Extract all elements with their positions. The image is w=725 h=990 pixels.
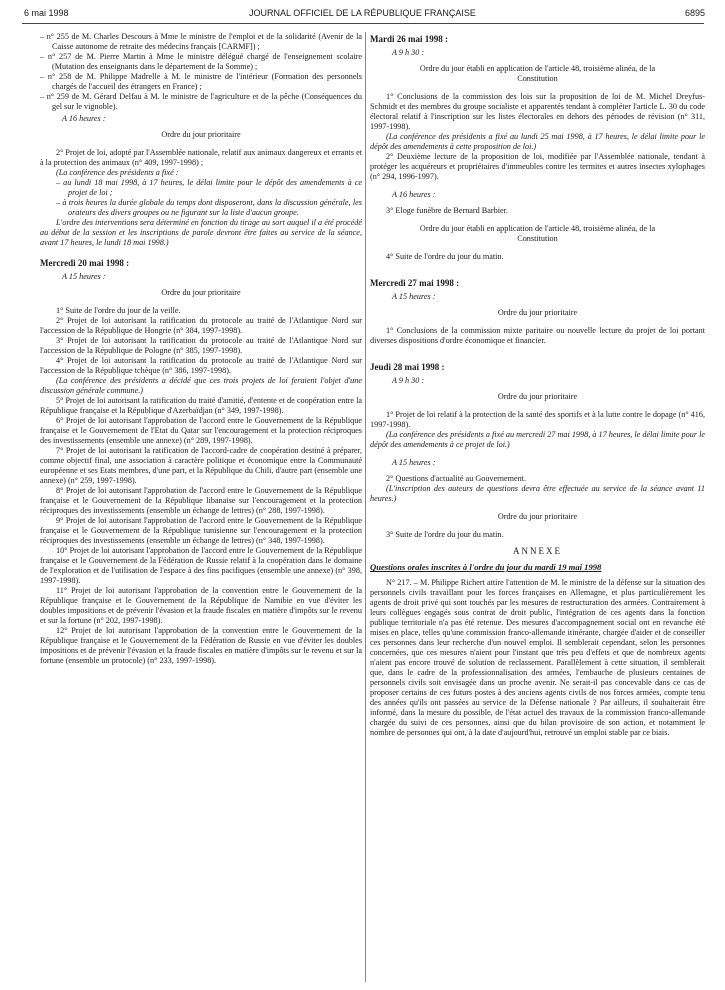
question-list-item: – n° 259 de M. Gérard Delfau à M. le ministre de l'agriculture et de la pêche (Conséquences du gel sur le vignoble). — [40, 92, 362, 111]
agenda-heading: Ordre du jour prioritaire — [497, 308, 578, 317]
header-title: JOURNAL OFFICIEL DE LA RÉPUBLIQUE FRANÇAISE — [249, 8, 476, 18]
agenda-item: 3° Suite de l'ordre du jour du matin. — [386, 530, 504, 539]
agenda-item: 4° Suite de l'ordre du jour du matin. — [386, 252, 504, 261]
left-column — [40, 32, 362, 666]
conference-note: (La conférence des présidents a fixé au mercredi 27 mai 1998, à 17 heures, le délai limite pour le dépôt des amendements à ce projet de loi.) — [370, 430, 705, 449]
question-list-item: – n° 258 de M. Philippe Madrelle à M. le ministre de l'intérieur (Formation des personnels chargés de l'accueil des étrangers en France) ; — [40, 72, 362, 91]
agenda-heading: Ordre du jour établi en application de l'article 48, troisième alinéa, de la Constitution — [419, 224, 656, 243]
agenda-item: 3° Projet de loi autorisant la ratification du protocole au traité de l'Atlantique Nord sur l'accession de la République de Pologne (n° 385, 1997-1998). — [40, 336, 362, 355]
conference-note: (La conférence des présidents a fixé au lundi 25 mai 1998, à 17 heures, le délai limite pour le dépôt des amendements à cette proposition de loi.) — [370, 132, 705, 151]
conference-note: (La conférence des présidents a décidé que ces trois projets de loi feraient l'objet d'une discussion générale commune.) — [40, 376, 362, 395]
agenda-heading: Ordre du jour prioritaire — [161, 130, 241, 139]
right-column — [370, 32, 705, 738]
session-date: Mercredi 20 mai 1998 : — [40, 258, 130, 268]
agenda-heading: Ordre du jour prioritaire — [497, 392, 578, 401]
agenda-heading: Ordre du jour prioritaire — [497, 512, 578, 521]
question-list-item: – n° 255 de M. Charles Descours à Mme le ministre de l'emploi et de la solidarité (Avenir de la Caisse autonome de retraite des médecins français [CARMF]) ; — [40, 32, 362, 51]
agenda-heading: Ordre du jour établi en application de l'article 48, troisième alinéa, de la Constitution — [419, 64, 656, 83]
annex-heading: ANNEXE — [513, 546, 562, 556]
conference-note-item: – à trois heures la durée globale du temps dont disposeront, dans la discussion générale, les orateurs des divers groupes ou ne figurant sur la liste d'aucun groupe. — [56, 198, 362, 217]
agenda-item: 7° Projet de loi autorisant la ratification de l'accord-cadre de coopération destiné à préparer, comme objectif final, une association à caractère politique et économique entre la Communauté européenne et ses Etats membres, d'une part, et la République du Chili, d'autre part (ensemble une annexe) (n° 259, 1997-1998). — [40, 446, 362, 485]
agenda-item: 8° Projet de loi autorisant l'approbation de l'accord entre le Gouvernement de la République française et le Gouvernement de la République libanaise sur l'encouragement et la protection réciproques des investissements (ensemble un échange de lettres) (n° 288, 1997-1998). — [40, 486, 362, 515]
oral-question-text: N° 217. – M. Philippe Richert attire l'attention de M. le ministre de la défense sur la situation des personnels civils travaillant pour les forces françaises en Allemagne, et plus particulièrement les agents de droit privé qui sont touchés par les mesures de restructuration des armées. Contrairement à leurs collègues engagés sous contrat de droit public, l'intégration de ces agents dans la fonction publique territoriale n'a pas été retenue. Des mesures d'accompagnement social ont en revanche été mises en place, telles qu'une commission franco-allemande itinérante, chargée d'aider et de conseiller ces personnes dans leur recherche d'un nouvel emploi. Il semblerait cependant, selon les personnes concernées, que ces mesures n'aient pour l'instant que très peu d'effets et que de nombreux agents n'aient pas encore trouvé de solution de reclassement. Parallèlement à cette situation, il semblerait que, dans le cadre de la professionnalisation des armées, l'embauche de plusieurs centaines de personnels civils soit envisagée dans un proche avenir. Ne serait-il pas concevable dans ce cas de proposer certains de ces futurs postes à des anciens agents civils de nos forces armées, compte tenu des années qu'ils ont passées au service de la Défense nationale ? Par ailleurs, il souhaiterait être informé, dans la mesure du possible, de l'état actuel des travaux de la commission franco-allemande chargée du suivi de ces personnes, ainsi que du bilan provisoire de son action, et notamment le nombre de personnes qui ont, à la date d'aujourd'hui, retrouvé un emploi stable par ce biais. — [370, 578, 705, 737]
agenda-item: 11° Projet de loi autorisant l'approbation de la convention entre le Gouvernement de la République française et le Gouvernement de la République de Namibie en vue d'éviter les doubles impositions et de prévenir l'évasion et la fraude fiscales en matière d'impôts sur le revenu et sur la fortune (n° 202, 1997-1998). — [40, 586, 362, 625]
session-date: Mardi 26 mai 1998 : — [370, 34, 448, 44]
conference-note: (L'inscription des auteurs de questions devra être effectuée au service de la séance avant 11 heures.) — [370, 484, 705, 503]
agenda-item: 10° Projet de loi autorisant l'approbation de l'accord entre le Gouvernement de la République française et le Gouvernement de la Fédération de Russie relatif à la coopération dans le domaine de l'exploration et de l'utilisation de l'espace à des fins pacifiques (ensemble une annexe) (n° 398, 1997-1998). — [40, 546, 362, 585]
agenda-item: 2° Projet de loi, adopté par l'Assemblée nationale, relatif aux animaux dangereux et errants et à la protection des animaux (n° 409, 1997-1998) ; — [40, 148, 362, 167]
agenda-item: 1° Projet de loi relatif à la protection de la santé des sportifs et à la lutte contre le dopage (n° 416, 1997-1998). — [370, 410, 705, 429]
time-label: A 15 heures : — [392, 292, 436, 301]
conference-note-end: L'ordre des interventions sera déterminé en fonction du tirage au sort auquel il a été procédé au début de la session et les inscriptions de parole devront être faites au service de la séance, avant 17 heures, le lundi 18 mai 1998.) — [40, 218, 362, 247]
agenda-item: 9° Projet de loi autorisant l'approbation de l'accord entre le Gouvernement de la République française et le Gouvernement de la République tunisienne sur l'encouragement et la protection réciproques des investissements (ensemble un échange de lettres) (n° 348, 1997-1998). — [40, 516, 362, 545]
agenda-item: 6° Projet de loi autorisant l'approbation de l'accord entre le Gouvernement de la République française et le Gouvernement de l'Etat du Qatar sur l'encouragement et la protection réciproques des investissements (ensemble une annexe) (n° 289, 1997-1998). — [40, 416, 362, 445]
questions-title: Questions orales inscrites à l'ordre du jour du mardi 19 mai 1998 — [370, 562, 602, 572]
session-date: Jeudi 28 mai 1998 : — [370, 362, 445, 372]
conference-note-item: – au lundi 18 mai 1998, à 17 heures, le délai limite pour le dépôt des amendements à ce projet de loi ; — [56, 178, 362, 197]
time-label: A 16 heures : — [62, 114, 106, 123]
column-separator — [365, 32, 366, 982]
agenda-item: 2° Projet de loi autorisant la ratification du protocole au traité de l'Atlantique Nord sur l'accession de la République de Hongrie (n° 384, 1997-1998). — [40, 316, 362, 335]
agenda-item: 4° Projet de loi autorisant la ratification du protocole au traité de l'Atlantique Nord sur l'accession de la République tchèque (n° 386, 1997-1998). — [40, 356, 362, 375]
conference-note-title: (La conférence des présidents a fixé : — [56, 168, 179, 177]
agenda-item: 1° Conclusions de la commission mixte paritaire ou nouvelle lecture du projet de loi portant diverses dispositions d'ordre économique et financier. — [370, 326, 705, 345]
agenda-item: 1° Suite de l'ordre du jour de la veille. — [56, 306, 181, 315]
agenda-item: 3° Eloge funèbre de Bernard Barbier. — [386, 206, 508, 215]
agenda-item: 12° Projet de loi autorisant l'approbation de la convention entre le Gouvernement de la République française et le Gouvernement de la Fédération de Russie en vue d'éviter les doubles impositions et de prévenir l'évasion et la fraude fiscales en matière d'impôts sur le revenu et sur la fortune (ensemble un protocole) (n° 233, 1997-1998). — [40, 626, 362, 665]
time-label: A 15 heures : — [62, 272, 106, 281]
agenda-item: 2° Deuxième lecture de la proposition de loi, modifiée par l'Assemblée nationale, tendant à protéger les acquéreurs et propriétaires d'immeubles contre les termites et autres insectes xylophages (n° 294, 1996-1997). — [370, 152, 705, 181]
page-header — [0, 8, 725, 22]
agenda-item: 5° Projet de loi autorisant la ratification du traité d'amitié, d'entente et de coopération entre la République française et la République d'Azerbaïdjan (n° 349, 1997-1998). — [40, 396, 362, 415]
header-date: 6 mai 1998 — [24, 8, 69, 18]
question-list-item: – n° 257 de M. Pierre Martin à Mme le ministre délégué chargé de l'enseignement scolaire (Mutation des enseignants dans le département de la Somme) ; — [40, 52, 362, 71]
agenda-heading: Ordre du jour prioritaire — [161, 288, 241, 297]
time-label: A 9 h 30 : — [392, 376, 425, 385]
time-label: A 15 heures : — [392, 458, 436, 467]
agenda-item: 2° Questions d'actualité au Gouvernement. — [386, 474, 527, 483]
session-date: Mercredi 27 mai 1998 : — [370, 278, 460, 288]
agenda-item: 1° Conclusions de la commission des lois sur la proposition de loi de M. Michel Dreyfus-Schmidt et des membres du groupe socialiste et apparentés tendant à compléter l'article L. 30 du code électoral relatif à l'inscription sur les listes électorales en dehors des périodes de révision (n° 311, 1997-1998). — [370, 92, 705, 131]
time-label: A 9 h 30 : — [392, 48, 425, 57]
header-rule — [22, 23, 704, 24]
header-page-number: 6895 — [684, 8, 705, 18]
time-label: A 16 heures : — [392, 190, 436, 199]
